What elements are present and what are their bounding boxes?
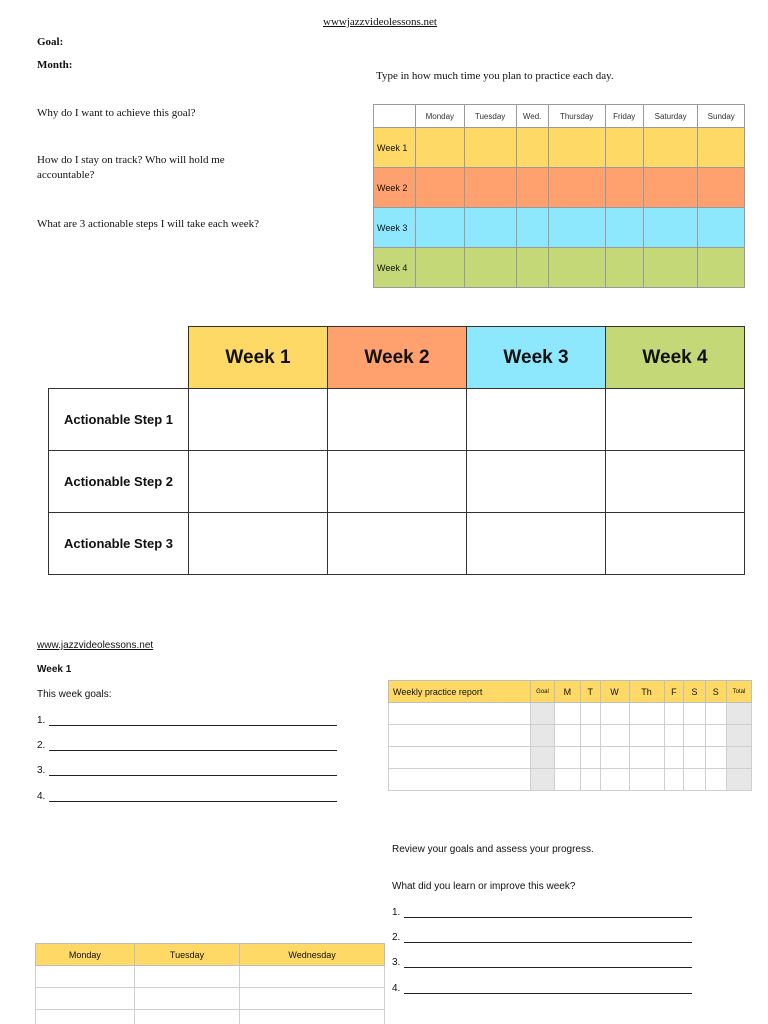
actionable-steps-table: [48, 326, 745, 575]
report-goal-cell[interactable]: [531, 747, 555, 769]
schedule-time-cell[interactable]: [643, 128, 698, 168]
goal-underline[interactable]: [49, 715, 337, 726]
day-header: Wednesday: [240, 944, 385, 966]
schedule-time-cell[interactable]: [464, 168, 516, 208]
schedule-time-cell[interactable]: [698, 128, 745, 168]
steps-week-header: Week 2: [328, 327, 467, 389]
step-label: Actionable Step 1: [49, 389, 189, 451]
report-day-cell[interactable]: [555, 725, 581, 747]
schedule-day-header: Wed.: [516, 105, 548, 128]
week-goals-label: This week goals:: [37, 689, 112, 700]
goal-number: 1.: [37, 715, 46, 726]
report-day-cell[interactable]: [555, 747, 581, 769]
schedule-row-week-2: [374, 168, 745, 208]
report-day-cell[interactable]: [705, 725, 726, 747]
report-total-cell[interactable]: [727, 725, 752, 747]
learn-underline[interactable]: [404, 957, 692, 968]
report-row: [389, 703, 752, 725]
learn-number: 1.: [392, 907, 401, 918]
report-day-cell[interactable]: [580, 703, 600, 725]
schedule-time-cell[interactable]: [548, 208, 605, 248]
day-cell[interactable]: [240, 1010, 385, 1024]
step-cell[interactable]: [328, 451, 467, 513]
steps-week-header: Week 1: [189, 327, 328, 389]
goal-underline[interactable]: [49, 740, 337, 751]
report-day-cell[interactable]: [664, 703, 684, 725]
schedule-time-cell[interactable]: [516, 248, 548, 288]
days-row: [36, 988, 385, 1010]
report-row: [389, 747, 752, 769]
step-cell[interactable]: [606, 451, 745, 513]
report-day-cell[interactable]: [600, 725, 629, 747]
schedule-time-cell[interactable]: [516, 168, 548, 208]
question-track-1: How do I stay on track? Who will hold me: [37, 154, 225, 166]
schedule-time-cell[interactable]: [605, 248, 643, 288]
report-goal-cell[interactable]: [531, 703, 555, 725]
learn-underline[interactable]: [404, 907, 692, 918]
review-instruction: Review your goals and assess your progress.: [392, 844, 594, 855]
schedule-header-row: [374, 105, 745, 128]
weekly-practice-report-table: [388, 680, 752, 791]
month-label: Month:: [37, 59, 73, 71]
report-day-cell[interactable]: [600, 769, 629, 791]
goal-underline[interactable]: [49, 765, 337, 776]
learn-number: 4.: [392, 983, 401, 994]
learn-number: 3.: [392, 957, 401, 968]
question-track-2: accountable?: [37, 169, 95, 181]
report-day-header: S: [705, 681, 726, 703]
schedule-corner-cell: [374, 105, 416, 128]
day-cell[interactable]: [36, 1010, 135, 1024]
report-total-header: Total: [727, 681, 752, 703]
report-day-cell[interactable]: [580, 769, 600, 791]
report-day-cell[interactable]: [629, 703, 664, 725]
day-cell[interactable]: [36, 988, 135, 1010]
goal-label: Goal:: [37, 36, 64, 48]
step-cell[interactable]: [328, 389, 467, 451]
report-goal-header: Goal: [531, 681, 555, 703]
schedule-day-header: Saturday: [643, 105, 698, 128]
schedule-time-cell[interactable]: [698, 248, 745, 288]
step-cell[interactable]: [467, 389, 606, 451]
step-label: Actionable Step 3: [49, 513, 189, 575]
goal-line-3[interactable]: [37, 765, 337, 776]
goal-underline[interactable]: [49, 791, 337, 802]
report-day-cell[interactable]: [580, 725, 600, 747]
report-item-cell[interactable]: [389, 703, 531, 725]
step-cell[interactable]: [189, 451, 328, 513]
schedule-time-cell[interactable]: [605, 168, 643, 208]
goal-line-4[interactable]: [37, 791, 337, 802]
schedule-time-cell[interactable]: [416, 128, 465, 168]
step-cell[interactable]: [189, 389, 328, 451]
report-total-cell[interactable]: [727, 769, 752, 791]
schedule-time-cell[interactable]: [643, 168, 698, 208]
schedule-day-header: Tuesday: [464, 105, 516, 128]
schedule-row-week-1: [374, 128, 745, 168]
schedule-day-header: Thursday: [548, 105, 605, 128]
report-day-header: T: [580, 681, 600, 703]
schedule-week-label: Week 2: [374, 168, 416, 208]
schedule-time-cell[interactable]: [548, 128, 605, 168]
step-label: Actionable Step 2: [49, 451, 189, 513]
report-header-row: [389, 681, 752, 703]
report-day-cell[interactable]: [664, 725, 684, 747]
learn-question: What did you learn or improve this week?: [392, 881, 576, 892]
question-why: Why do I want to achieve this goal?: [37, 107, 196, 119]
steps-corner-cell: [49, 327, 189, 389]
practice-schedule-table: [373, 104, 745, 288]
learn-underline[interactable]: [404, 983, 692, 994]
schedule-time-cell[interactable]: [416, 208, 465, 248]
report-day-cell[interactable]: [705, 747, 726, 769]
goal-line-1[interactable]: [37, 715, 337, 726]
step-cell[interactable]: [606, 513, 745, 575]
report-day-header: S: [684, 681, 705, 703]
day-header: Monday: [36, 944, 135, 966]
goal-line-2[interactable]: [37, 740, 337, 751]
goal-number: 2.: [37, 740, 46, 751]
report-day-cell[interactable]: [684, 725, 705, 747]
schedule-time-cell[interactable]: [464, 248, 516, 288]
site-url-2[interactable]: www.jazzvideolessons.net: [37, 640, 154, 651]
report-day-cell[interactable]: [629, 769, 664, 791]
step-cell[interactable]: [189, 513, 328, 575]
steps-week-header: Week 4: [606, 327, 745, 389]
schedule-time-cell[interactable]: [698, 208, 745, 248]
steps-header-row: [49, 327, 745, 389]
schedule-time-cell[interactable]: [464, 208, 516, 248]
days-row: [36, 966, 385, 988]
report-day-header: W: [600, 681, 629, 703]
steps-week-header: Week 3: [467, 327, 606, 389]
report-day-cell[interactable]: [629, 725, 664, 747]
report-day-cell[interactable]: [664, 747, 684, 769]
schedule-time-cell[interactable]: [416, 168, 465, 208]
schedule-time-cell[interactable]: [516, 128, 548, 168]
report-day-cell[interactable]: [600, 747, 629, 769]
schedule-time-cell[interactable]: [605, 128, 643, 168]
step-cell[interactable]: [606, 389, 745, 451]
schedule-time-cell[interactable]: [643, 208, 698, 248]
learn-line-4[interactable]: [392, 983, 692, 994]
report-row: [389, 725, 752, 747]
report-item-cell[interactable]: [389, 725, 531, 747]
report-day-cell[interactable]: [684, 703, 705, 725]
report-row: [389, 769, 752, 791]
schedule-time-cell[interactable]: [548, 248, 605, 288]
schedule-time-cell[interactable]: [416, 248, 465, 288]
week-label: Week 1: [37, 664, 72, 675]
report-day-cell[interactable]: [555, 769, 581, 791]
schedule-time-cell[interactable]: [516, 208, 548, 248]
report-day-cell[interactable]: [629, 747, 664, 769]
schedule-day-header: Friday: [605, 105, 643, 128]
report-goal-cell[interactable]: [531, 769, 555, 791]
day-cell[interactable]: [134, 1010, 239, 1024]
schedule-day-header: Monday: [416, 105, 465, 128]
schedule-day-header: Sunday: [698, 105, 745, 128]
steps-row: [49, 513, 745, 575]
report-item-cell[interactable]: [389, 769, 531, 791]
day-cell[interactable]: [134, 966, 239, 988]
day-cell[interactable]: [134, 988, 239, 1010]
report-total-cell[interactable]: [727, 703, 752, 725]
schedule-time-cell[interactable]: [643, 248, 698, 288]
report-day-header: Th: [629, 681, 664, 703]
step-cell[interactable]: [328, 513, 467, 575]
learn-line-2[interactable]: [392, 932, 692, 943]
question-steps: What are 3 actionable steps I will take each week?: [37, 218, 260, 230]
schedule-time-cell[interactable]: [464, 128, 516, 168]
report-day-cell[interactable]: [684, 747, 705, 769]
report-title: Weekly practice report: [389, 681, 531, 703]
report-day-cell[interactable]: [705, 703, 726, 725]
report-total-cell[interactable]: [727, 747, 752, 769]
schedule-time-cell[interactable]: [548, 168, 605, 208]
schedule-week-label: Week 4: [374, 248, 416, 288]
day-cell[interactable]: [240, 988, 385, 1010]
report-goal-cell[interactable]: [531, 725, 555, 747]
learn-number: 2.: [392, 932, 401, 943]
day-cell[interactable]: [36, 966, 135, 988]
steps-row: [49, 389, 745, 451]
days-row: [36, 1010, 385, 1024]
report-day-header: F: [664, 681, 684, 703]
report-item-cell[interactable]: [389, 747, 531, 769]
learn-underline[interactable]: [404, 932, 692, 943]
practice-instruction: Type in how much time you plan to practice each day.: [376, 70, 614, 82]
daily-practice-table: [35, 943, 385, 1024]
report-day-cell[interactable]: [684, 769, 705, 791]
learn-line-3[interactable]: [392, 957, 692, 968]
schedule-time-cell[interactable]: [698, 168, 745, 208]
day-cell[interactable]: [240, 966, 385, 988]
day-header: Tuesday: [134, 944, 239, 966]
report-day-cell[interactable]: [600, 703, 629, 725]
schedule-time-cell[interactable]: [605, 208, 643, 248]
report-day-header: M: [555, 681, 581, 703]
schedule-week-label: Week 1: [374, 128, 416, 168]
goal-number: 4.: [37, 791, 46, 802]
steps-row: [49, 451, 745, 513]
schedule-row-week-4: [374, 248, 745, 288]
report-day-cell[interactable]: [555, 703, 581, 725]
report-day-cell[interactable]: [664, 769, 684, 791]
schedule-week-label: Week 3: [374, 208, 416, 248]
report-day-cell[interactable]: [705, 769, 726, 791]
report-day-cell[interactable]: [580, 747, 600, 769]
step-cell[interactable]: [467, 451, 606, 513]
step-cell[interactable]: [467, 513, 606, 575]
schedule-row-week-3: [374, 208, 745, 248]
learn-line-1[interactable]: [392, 907, 692, 918]
goal-number: 3.: [37, 765, 46, 776]
site-url[interactable]: wwwjazzvideolessons.net: [323, 16, 437, 28]
days-header-row: [36, 944, 385, 966]
